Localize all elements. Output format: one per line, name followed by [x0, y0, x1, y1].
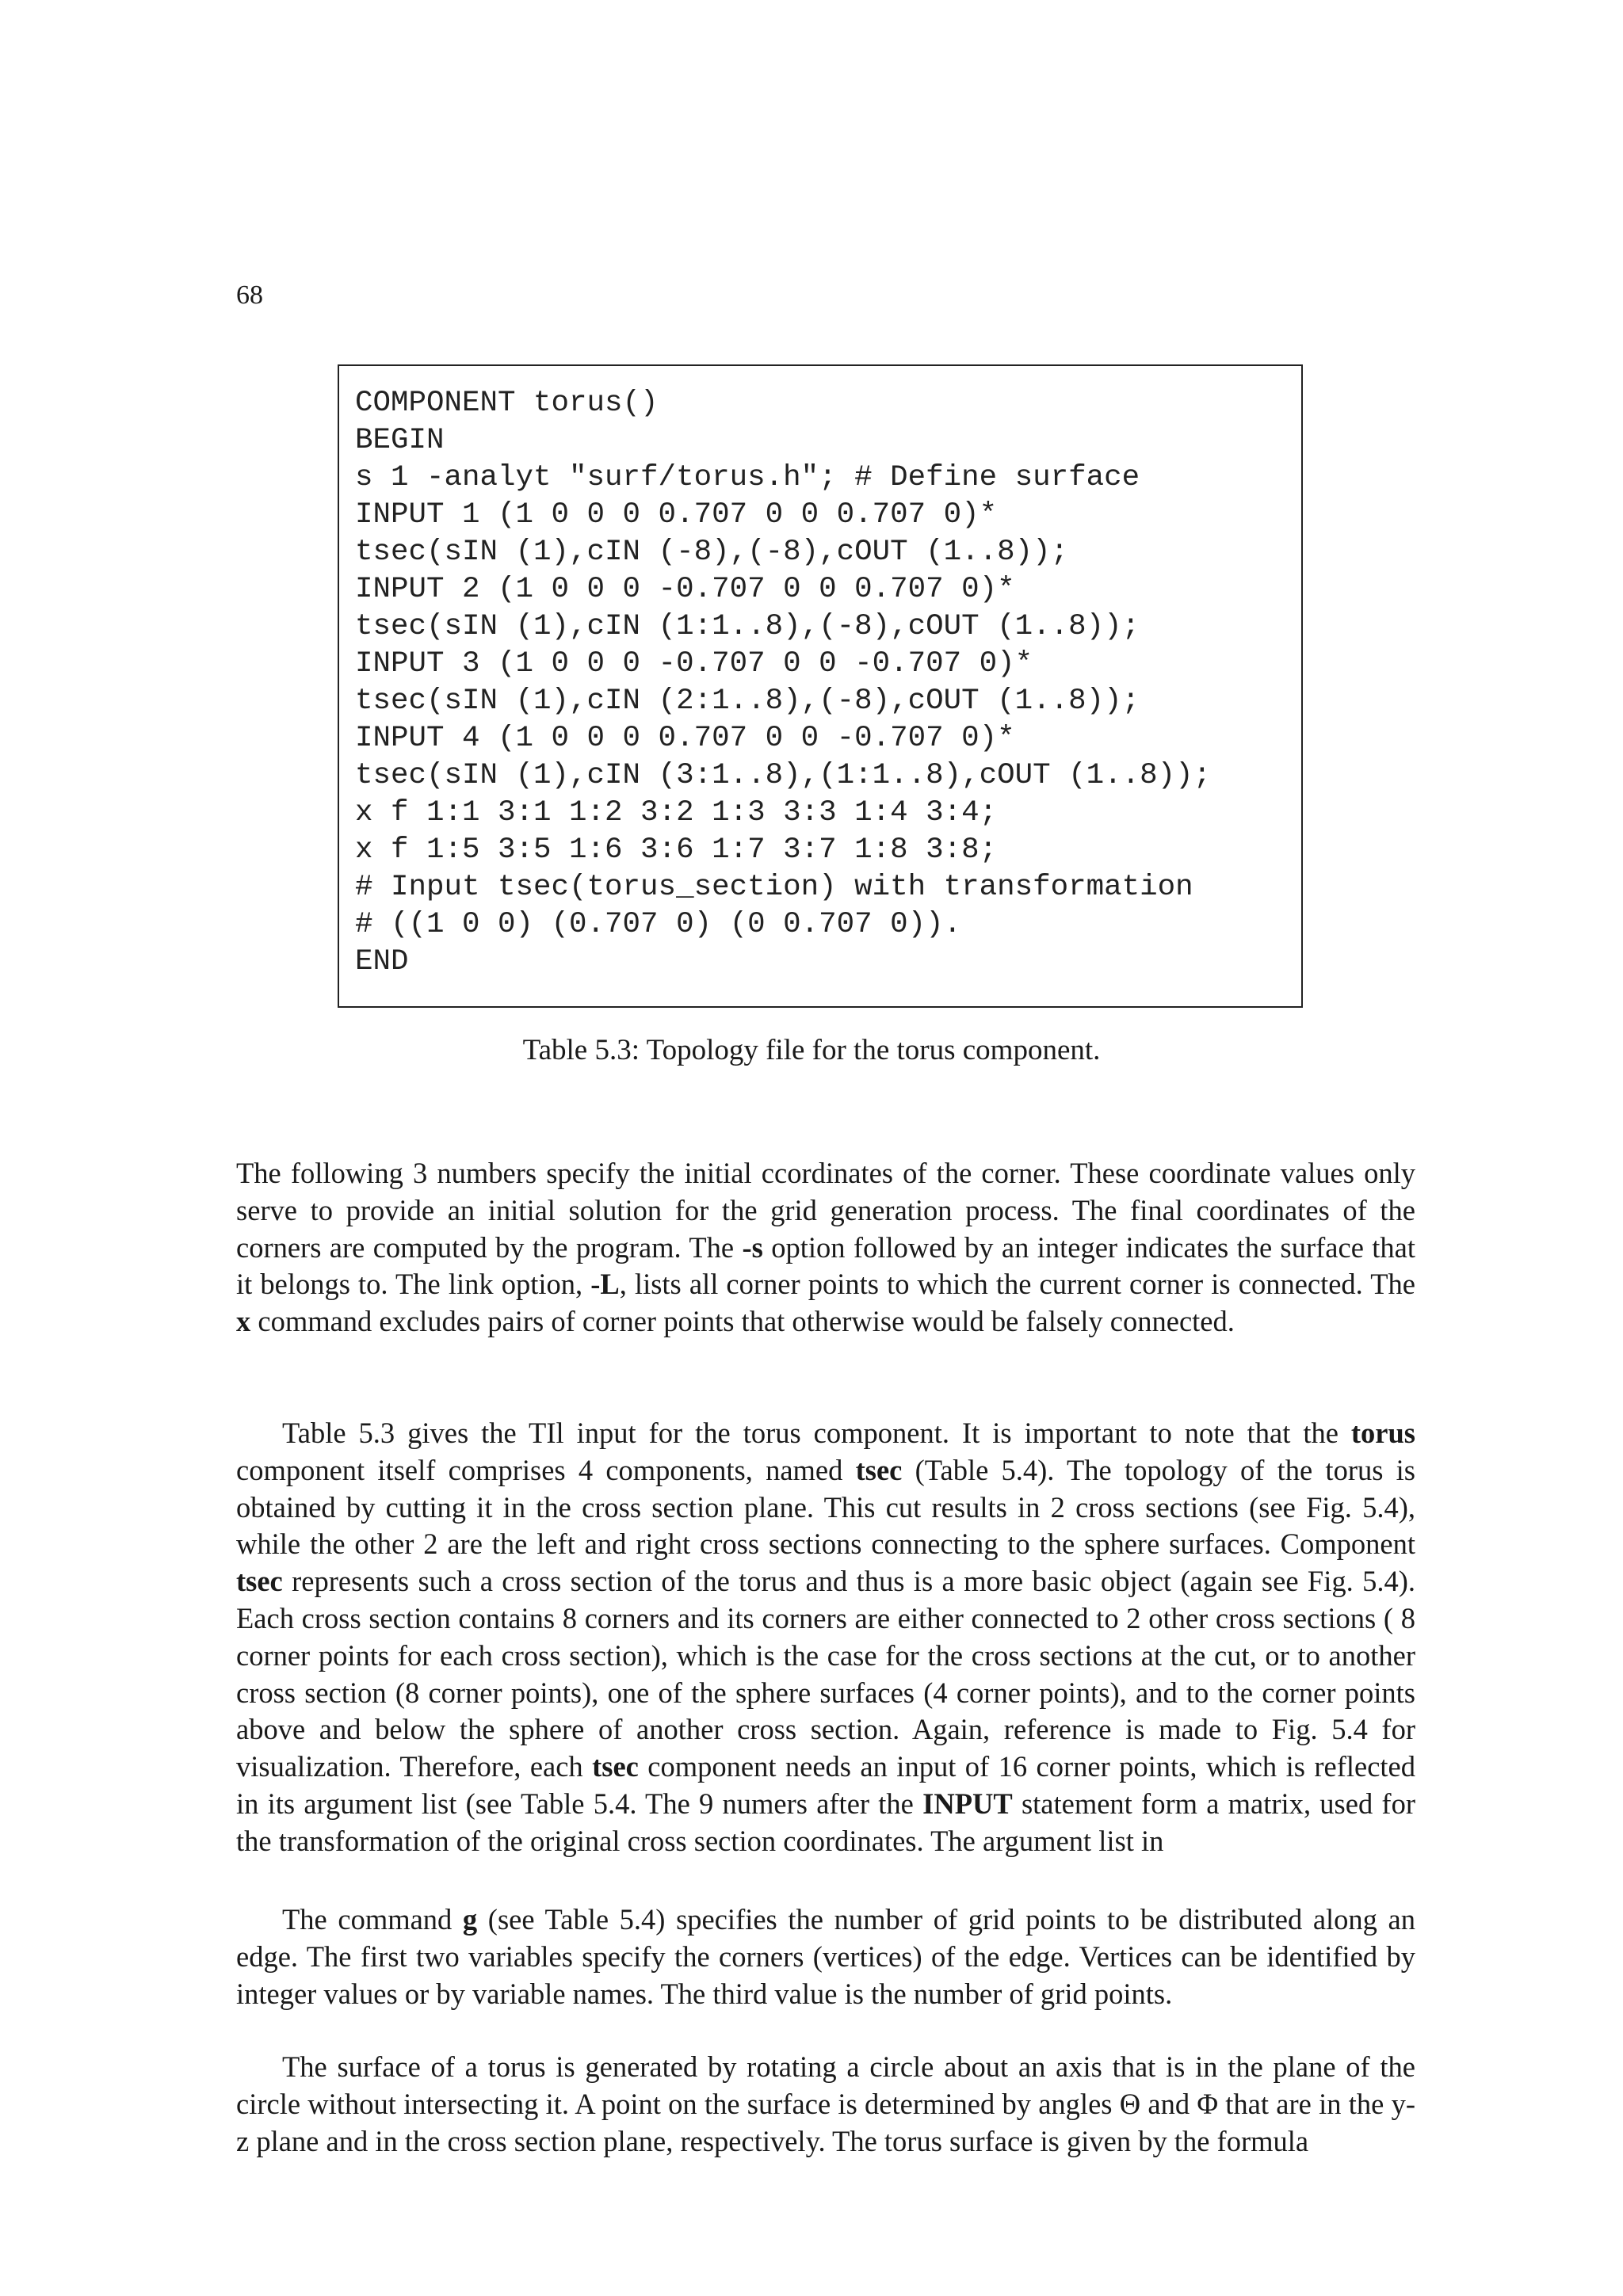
bold-term: tsec — [236, 1565, 283, 1598]
code-line: s 1 -analyt "surf/torus.h"; # Define surface — [355, 461, 1140, 494]
page-number: 68 — [236, 280, 263, 310]
code-line: BEGIN — [355, 424, 445, 457]
bold-term: g — [462, 1903, 478, 1936]
code-line: COMPONENT torus() — [355, 387, 659, 420]
bold-term: INPUT — [922, 1787, 1013, 1820]
paragraph-grid-command: The command g (see Table 5.4) specifies the number of grid points to be distributed along an edge. The first two variables specify the corners (vertices) of the edge. Vertices can be identified by integer values or by variable names. The third value is the number of grid points. — [236, 1903, 1415, 2010]
bold-term: -L — [590, 1268, 620, 1301]
table-caption: Table 5.3: Topology file for the torus component. — [522, 1034, 1101, 1066]
bold-term: tsec — [855, 1453, 903, 1486]
bold-term: x — [236, 1305, 251, 1338]
bold-term: tsec — [592, 1750, 639, 1783]
code-line: INPUT 2 (1 0 0 0 -0.707 0 0 0.707 0)* — [355, 573, 1015, 606]
code-line: x f 1:5 3:5 1:6 3:6 1:7 3:7 1:8 3:8; — [355, 833, 998, 867]
paragraph-torus-surface: The surface of a torus is generated by rotating a circle about an axis that is in the plane of the circle without intersecting it. A point on the surface is determined by angles Θ and Φ that are in the y-z plane and in the cross section plane, respectively. The torus surface is given by the formula — [236, 2050, 1415, 2157]
code-line: tsec(sIN (1),cIN (-8),(-8),cOUT (1..8)); — [355, 536, 1069, 569]
code-line: # ((1 0 0) (0.707 0) (0 0.707 0)). — [355, 908, 962, 941]
bold-term: torus — [1350, 1417, 1415, 1449]
code-listing-box — [338, 364, 1303, 1008]
paragraph-torus-component: Table 5.3 gives the TIl input for the torus component. It is important to note that the torus component itself comprises 4 components, named tsec (Table 5.4). The topology of the torus is obtained by cutting it in the cross section plane. This cut results in 2 cross sections (see Fig. 5.4), while the other 2 are the left and right cross sections connecting to the sphere surfaces. Component tsec represents such a cross section of the torus and thus is a more basic object (again see Fig. 5.4). Each cross section contains 8 corners and its corners are either connected to 2 other cross sections ( 8 corner points for each cross section), which is the case for the cross sections at the cut, or to another cross section (8 corner points), one of the sphere surfaces (4 corner points), and to the corner points above and below the sphere of another cross section. Again, reference is made to Fig. 5.4 for visualization. Therefore, each tsec component needs an input of 16 corner points, which is reflected in its argument list (see Table 5.4. The 9 numers after the INPUT statement form a matrix, used for the transformation of the original cross section coordinates. The argument list in — [236, 1417, 1415, 1857]
bold-term: -s — [742, 1230, 763, 1264]
code-line: tsec(sIN (1),cIN (1:1..8),(-8),cOUT (1..8)); — [355, 610, 1140, 643]
code-line: END — [355, 945, 409, 978]
code-line: INPUT 4 (1 0 0 0 0.707 0 0 -0.707 0)* — [355, 722, 1015, 755]
code-line: tsec(sIN (1),cIN (3:1..8),(1:1..8),cOUT (1..8)); — [355, 759, 1212, 792]
paragraph-corner-coordinates: The following 3 numbers specify the initial ccordinates of the corner. These coordinate values only serve to provide an initial solution for the grid generation process. The final coordinates of the corners are computed by the program. The -s option followed by an integer indicates the surface that it belongs to. The link option, -L, lists all corner points to which the current corner is connected. The x command excludes pairs of corner points that otherwise would be falsely connected. — [236, 1157, 1416, 1338]
code-line: INPUT 3 (1 0 0 0 -0.707 0 0 -0.707 0)* — [355, 647, 1033, 681]
code-line: x f 1:1 3:1 1:2 3:2 1:3 3:3 1:4 3:4; — [355, 796, 998, 830]
code-line: # Input tsec(torus_section) with transformation — [355, 871, 1193, 904]
code-line: INPUT 1 (1 0 0 0 0.707 0 0 0.707 0)* — [355, 498, 998, 532]
code-line: tsec(sIN (1),cIN (2:1..8),(-8),cOUT (1..8)); — [355, 685, 1140, 718]
